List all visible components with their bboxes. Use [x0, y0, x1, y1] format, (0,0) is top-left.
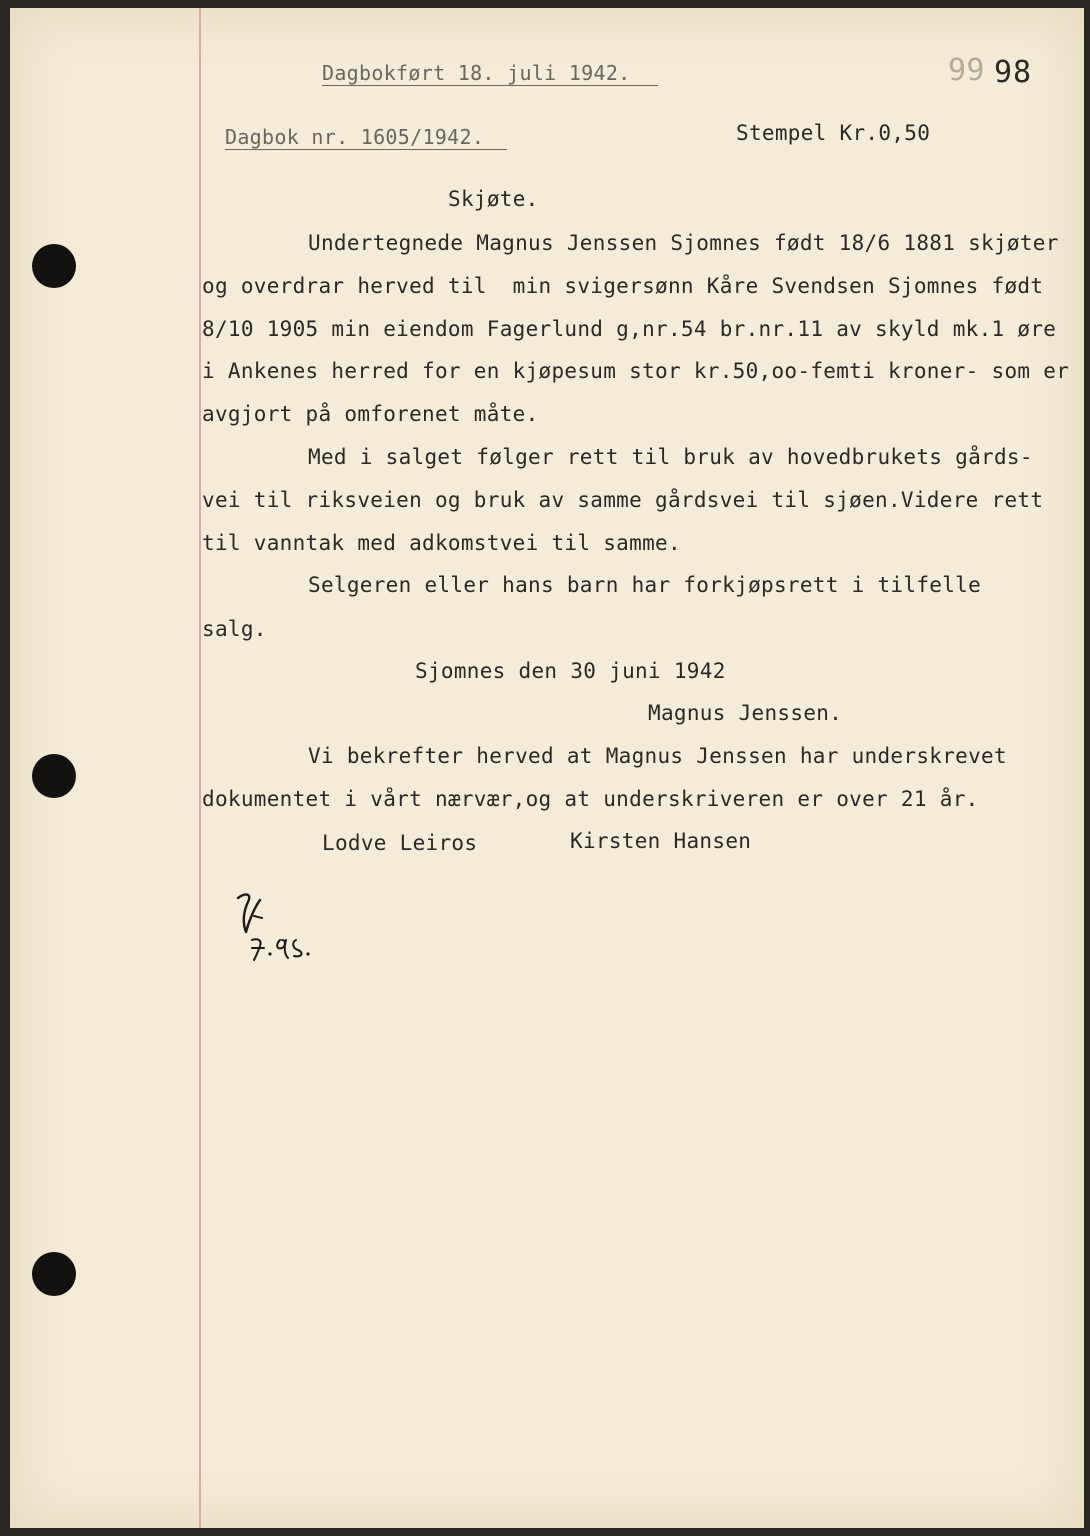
- p2-line-1: Med i salget følger rett til bruk av hovedbrukets gårds-: [308, 445, 1033, 469]
- dagbok-nr-underline: [225, 149, 507, 150]
- document-title: Skjøte.: [448, 187, 539, 211]
- witness-1-name: Lodve Leiros: [322, 831, 478, 855]
- p1-line-3: 8/10 1905 min eiendom Fagerlund g,nr.54 br.nr.11 av skyld mk.1 øre: [202, 317, 1057, 341]
- dagbokfort-underline: [322, 85, 658, 86]
- p1-line-4: i Ankenes herred for en kjøpesum stor kr.50,oo-femti kroner- som er: [202, 359, 1070, 383]
- page-number: 98: [994, 55, 1033, 90]
- p3-line-1: Selgeren eller hans barn har forkjøpsrett i tilfelle: [308, 573, 982, 597]
- p1-line-2: og overdrar herved til min svigersønn Kåre Svendsen Sjomnes født: [202, 274, 1044, 298]
- old-page-number: 99: [948, 53, 985, 88]
- dagbok-nr-stamp: Dagbok nr. 1605/1942.: [225, 125, 485, 149]
- witness-2-name: Kirsten Hansen: [570, 829, 752, 853]
- witness-line-1: Vi bekrefter herved at Magnus Jenssen har underskrevet: [308, 744, 1007, 768]
- margin-line: [199, 8, 201, 1528]
- p1-line-1: Undertegnede Magnus Jenssen Sjomnes født 18/6 1881 skjøter: [308, 231, 1059, 255]
- signer-name: Magnus Jenssen.: [648, 701, 843, 725]
- handwritten-initials: [232, 888, 322, 968]
- punch-hole-bottom: [32, 1252, 76, 1296]
- place-date: Sjomnes den 30 juni 1942: [415, 659, 726, 683]
- stempel-fee: Stempel Kr.0,50: [736, 121, 931, 145]
- p2-line-2: vei til riksveien og bruk av samme gårdsvei til sjøen.Videre rett: [202, 488, 1044, 512]
- document-page: [10, 8, 1084, 1528]
- p2-line-3: til vanntak med adkomstvei til samme.: [202, 531, 681, 555]
- dagbokfort-stamp: Dagbokført 18. juli 1942.: [322, 61, 631, 85]
- punch-hole-top: [32, 244, 76, 288]
- punch-hole-middle: [32, 754, 76, 798]
- p1-line-5: avgjort på omforenet måte.: [202, 402, 539, 426]
- witness-line-2: dokumentet i vårt nærvær,og at underskriveren er over 21 år.: [202, 787, 979, 811]
- p3-line-2: salg.: [202, 617, 267, 641]
